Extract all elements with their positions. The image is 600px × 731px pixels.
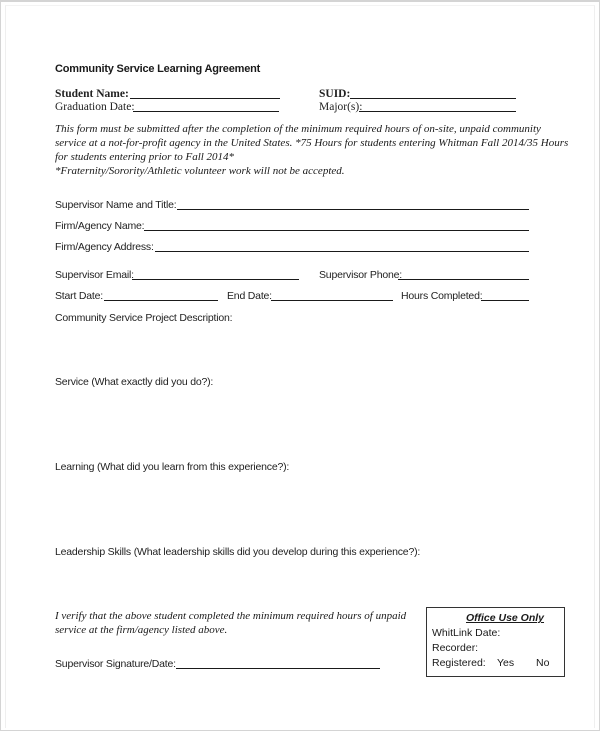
end-date-field[interactable] xyxy=(271,300,393,301)
leadership-question-label: Leadership Skills (What leadership skills did you develop during this experience?): xyxy=(55,546,421,558)
registered-yes-option[interactable]: Yes xyxy=(497,657,515,669)
end-date-label: End Date: xyxy=(227,290,272,302)
instructions-line-3: for students entering prior to Fall 2014* xyxy=(55,151,235,163)
supervisor-name-title-field[interactable] xyxy=(177,209,529,210)
office-use-box xyxy=(426,607,565,677)
supervisor-name-title-label: Supervisor Name and Title: xyxy=(55,199,177,211)
service-question-label: Service (What exactly did you do?): xyxy=(55,376,214,388)
document-title: Community Service Learning Agreement xyxy=(55,63,261,75)
verification-line-2: service at the firm/agency listed above. xyxy=(55,624,228,636)
supervisor-phone-label: Supervisor Phone: xyxy=(319,269,402,281)
start-date-label: Start Date: xyxy=(55,290,103,302)
whitlink-date-label: WhitLink Date: xyxy=(432,627,501,639)
office-use-title: Office Use Only xyxy=(466,612,545,624)
major-label: Major(s): xyxy=(319,101,363,113)
supervisor-email-field[interactable] xyxy=(132,279,299,280)
supervisor-phone-field[interactable] xyxy=(398,279,529,280)
firm-name-label: Firm/Agency Name: xyxy=(55,220,145,232)
major-field[interactable] xyxy=(359,111,516,112)
firm-address-label: Firm/Agency Address: xyxy=(55,241,154,253)
hours-completed-label: Hours Completed: xyxy=(401,290,483,302)
instructions-line-1: This form must be submitted after the completion of the minimum required hours of on-site, unpaid community xyxy=(55,123,541,135)
instructions-line-2: service at a not-for-profit agency in the United States. *75 Hours for students entering Whitman Fall 2014/35 Hours xyxy=(55,137,569,149)
project-description-label: Community Service Project Description: xyxy=(55,312,233,324)
registered-label: Registered: xyxy=(432,657,486,669)
learning-question-label: Learning (What did you learn from this experience?): xyxy=(55,461,290,473)
instructions-line-4: *Fraternity/Sorority/Athletic volunteer work will not be accepted. xyxy=(55,165,345,177)
graduation-date-field[interactable] xyxy=(133,111,279,112)
student-name-label: Student Name: xyxy=(55,88,129,100)
hours-completed-field[interactable] xyxy=(481,300,529,301)
student-name-field[interactable] xyxy=(130,98,280,99)
suid-field[interactable] xyxy=(350,98,516,99)
graduation-date-label: Graduation Date: xyxy=(55,101,135,113)
firm-name-field[interactable] xyxy=(144,230,529,231)
start-date-field[interactable] xyxy=(104,300,218,301)
recorder-label: Recorder: xyxy=(432,642,479,654)
supervisor-signature-label: Supervisor Signature/Date: xyxy=(55,658,176,670)
supervisor-signature-field[interactable] xyxy=(176,668,380,669)
suid-label: SUID: xyxy=(319,88,351,100)
supervisor-email-label: Supervisor Email: xyxy=(55,269,134,281)
firm-address-field[interactable] xyxy=(155,251,529,252)
verification-line-1: I verify that the above student completed the minimum required hours of unpaid xyxy=(55,610,407,622)
registered-no-option[interactable]: No xyxy=(536,657,550,669)
